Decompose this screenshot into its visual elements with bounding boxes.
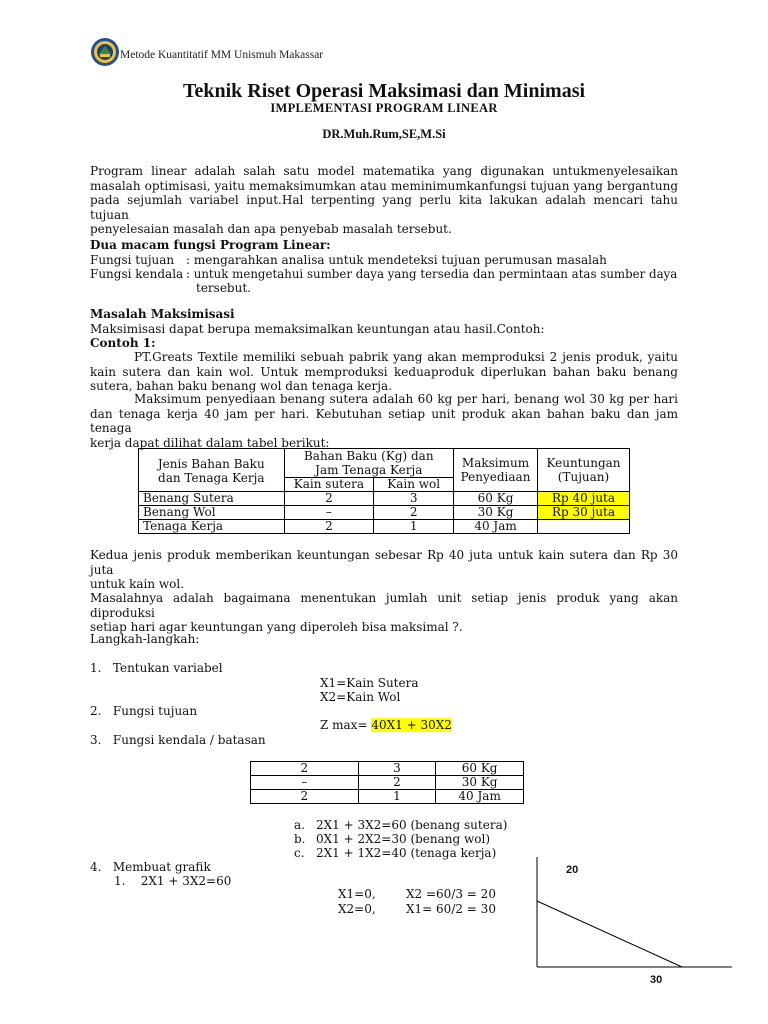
header-max-line: Penyediaan [460, 470, 531, 484]
contoh-paragraph-2 [90, 392, 678, 450]
cell: 2 [251, 762, 359, 776]
maksimisasi-heading: Masalah Maksimisasi [90, 307, 235, 321]
page-title: Teknik Riset Operasi Maksimasi dan Minimasi [182, 80, 586, 102]
cell-sutera: – [284, 506, 374, 520]
paragraph-line: dan tenaga kerja 40 jam per hari. Kebutuhan setiap unit produk akan bahan baku dan jam tenaga [90, 406, 678, 436]
step-4: 4. Membuat grafik [90, 860, 211, 874]
header-jenis-line: dan Tenaga Kerja [158, 471, 265, 485]
table-row [251, 776, 524, 790]
cell-sutera: 2 [284, 520, 374, 534]
step-4-1: 1. 2X1 + 3X2=60 [114, 874, 232, 888]
keuntungan-paragraph [90, 548, 678, 592]
university-logo [90, 36, 120, 68]
fungsi-tujuan-label: Fungsi tujuan [90, 253, 175, 267]
paragraph-line: Masalahnya adalah bagaimana menentukan jumlah unit setiap jenis produk yang akan diproduksi [90, 591, 678, 620]
cell-max: 30 Kg [454, 506, 538, 520]
constraint-text: 0X1 + 2X2=30 (benang wol) [316, 832, 491, 846]
variable-x1: X1=Kain Sutera [320, 676, 419, 690]
header-max-line: Maksimum [461, 456, 530, 470]
fungsi-kendala-label: Fungsi kendala [90, 267, 184, 281]
table-row [251, 790, 524, 804]
paragraph-line: Maksimum penyediaan benang sutera adalah 60 kg per hari, benang wol 30 kg per hari [134, 392, 678, 406]
fungsi-kendala-continuation: tersebut. [196, 281, 251, 295]
cell-keuntungan [538, 520, 630, 534]
cell-keuntungan: Rp 30 juta [538, 506, 630, 520]
cell: 60 Kg [436, 762, 524, 776]
objective-expression: 40X1 + 30X2 [371, 718, 452, 732]
constraint-table [250, 761, 524, 804]
step-3: 3. Fungsi kendala / batasan [90, 733, 266, 747]
header-maksimum [454, 449, 538, 492]
paragraph-line: setiap hari agar keuntungan yang diperoleh bisa maksimal ?. [90, 620, 463, 635]
cell: 40 Jam [436, 790, 524, 804]
resource-table [138, 448, 630, 534]
row-name: Benang Wol [139, 506, 285, 520]
step-1: 1. Tentukan variabel [90, 661, 223, 675]
cell: 2 [358, 776, 436, 790]
cell-keuntungan: Rp 40 juta [538, 492, 630, 506]
cell: – [251, 776, 359, 790]
header-keu-line: Keuntungan [546, 456, 621, 470]
header-kain-sutera: Kain sutera [284, 478, 374, 492]
table-row [251, 762, 524, 776]
cell: 3 [358, 762, 436, 776]
cell-max: 40 Jam [454, 520, 538, 534]
constraint-text: 2X1 + 3X2=60 (benang sutera) [316, 818, 508, 832]
constraint-label: c. [294, 846, 305, 860]
cell: 30 Kg [436, 776, 524, 790]
langkah-heading: Langkah-langkah: [90, 632, 200, 646]
page-subtitle: IMPLEMENTASI PROGRAM LINEAR [270, 101, 498, 115]
header-keuntungan [538, 449, 630, 492]
cell-wol: 2 [374, 506, 454, 520]
constraint-label: b. [294, 832, 306, 846]
calc-2-right: X1= 60/2 = 30 [406, 902, 496, 916]
objective-prefix: Z max= [320, 718, 372, 732]
paragraph-line: untuk kain wol. [90, 577, 185, 592]
table-row [139, 506, 630, 520]
intro-line: pada sejumlah variabel input.Hal terpenting yang perlu kita lakukan adalah mencari tahu tujuan [90, 193, 678, 222]
cell-wol: 1 [374, 520, 454, 534]
masalah-paragraph [90, 591, 678, 635]
calc-1-left: X1=0, [338, 887, 376, 901]
header-jenis [139, 449, 285, 492]
intro-line: penyelesaian masalah dan apa penyebab masalah tersebut. [90, 222, 452, 237]
fungsi-tujuan-text: : mengarahkan analisa untuk mendeteksi tujuan perumusan masalah [186, 253, 607, 267]
paragraph-line: Kedua jenis produk memberikan keuntungan sebesar Rp 40 juta untuk kain sutera dan Rp 30 juta [90, 548, 678, 577]
constraint-line [537, 901, 682, 967]
cell-wol: 3 [374, 492, 454, 506]
header-jenis-line: Jenis Bahan Baku [157, 457, 265, 471]
paragraph-line: PT.Greats Textile memiliki sebuah pabrik yang akan memproduksi 2 jenis produk, yaitu [134, 350, 678, 364]
intro-line: Program linear adalah salah satu model matematika yang digunakan untukmenyelesaikan [90, 164, 678, 178]
paragraph-line: kerja dapat dilihat dalam tabel berikut: [90, 435, 330, 450]
calc-1-right: X2 =60/3 = 20 [406, 887, 496, 901]
constraint-graph [530, 855, 735, 975]
row-name: Benang Sutera [139, 492, 285, 506]
functions-heading: Dua macam fungsi Program Linear: [90, 238, 331, 252]
cell: 2 [251, 790, 359, 804]
header-bahan-baku [284, 449, 454, 478]
table-row [139, 520, 630, 534]
intro-line: masalah optimisasi, yaitu memaksimumkan atau meminimumkanfungsi tujuan yang bergantung [90, 178, 678, 193]
variable-x2: X2=Kain Wol [320, 690, 401, 704]
row-name: Tenaga Kerja [139, 520, 285, 534]
graph-x-label: 30 [650, 974, 663, 986]
cell-max: 60 Kg [454, 492, 538, 506]
maksimisasi-intro: Maksimisasi dapat berupa memaksimalkan keuntungan atau hasil.Contoh: [90, 322, 545, 336]
header-bahan-line: Jam Tenaga Kerja [315, 463, 423, 477]
header-bahan-line: Bahan Baku (Kg) dan [303, 449, 434, 463]
contoh-paragraph-1 [90, 350, 678, 394]
objective-function [320, 718, 452, 732]
calc-2-left: X2=0, [338, 902, 376, 916]
paragraph-line: kain sutera dan kain wol. Untuk memproduksi keduaproduk diperlukan bahan baku benang [90, 364, 678, 379]
cell: 1 [358, 790, 436, 804]
table-row [139, 492, 630, 506]
header-kain-wol: Kain wol [374, 478, 454, 492]
fungsi-kendala-text: : untuk mengetahui sumber daya yang tersedia dan permintaan atas sumber daya [186, 267, 678, 281]
cell-sutera: 2 [284, 492, 374, 506]
paragraph-line: sutera, bahan baku benang wol dan tenaga kerja. [90, 379, 392, 394]
step-2: 2. Fungsi tujuan [90, 704, 198, 718]
constraint-text: 2X1 + 1X2=40 (tenaga kerja) [316, 846, 497, 860]
intro-paragraph [90, 164, 678, 237]
contoh-label: Contoh 1: [90, 336, 156, 350]
author-name: DR.Muh.Rum,SE,M.Si [322, 127, 446, 141]
header-keu-line: (Tujuan) [557, 470, 610, 484]
graph-y-label: 20 [566, 864, 579, 876]
running-header: Metode Kuantitatif MM Unismuh Makassar [120, 49, 324, 61]
constraint-label: a. [294, 818, 305, 832]
